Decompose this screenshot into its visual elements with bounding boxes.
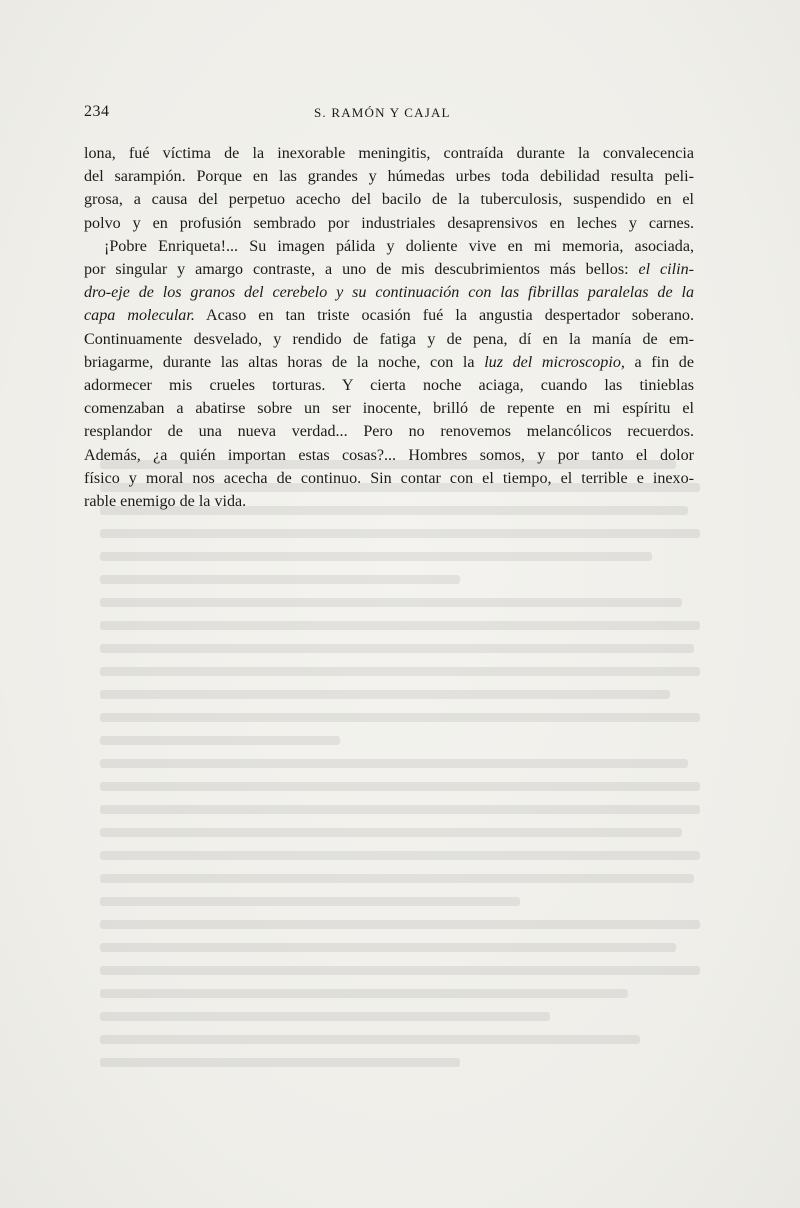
page-number: 234 [84, 103, 110, 120]
italic-segment: dro-eje de los granos del cerebelo y su continuación con las fibrillas paralelas de la [84, 284, 694, 302]
text-line: resplandor de una nueva verdad... Pero no renovemos melancólicos recuerdos. [84, 423, 694, 441]
text-line: lona, fué víctima de la inexorable meningitis, contraída durante la convalecencia [84, 145, 694, 162]
text-line: polvo y en profusión sembrado por industriales desaprensivos en leches y carnes. [84, 214, 694, 232]
text-segment: por singular y amargo contraste, a uno de mis descubrimientos más bellos: [84, 261, 639, 279]
text-line [84, 281, 694, 304]
bleed-through-texture [100, 460, 700, 1140]
text-line: rable enemigo de la vida. [84, 493, 247, 511]
text-segment: briagarme, durante las altas horas de la noche, con la [84, 353, 485, 371]
text-line: del sarampión. Porque en las grandes y húmedas urbes toda debilidad resulta peli- [84, 168, 694, 186]
text-line: físico y moral nos acecha de continuo. Sin contar con el tiempo, el terrible e inexo- [84, 469, 694, 487]
text-line: ¡Pobre Enriqueta!... Su imagen pálida y doliente vive en mi memoria, asociada, [104, 237, 694, 255]
text-segment: a fin de [624, 353, 694, 371]
text-line: comenzaban a abatirse sobre un ser inocente, brilló de repente en mi espíritu el [84, 400, 694, 418]
text-line [84, 304, 694, 327]
body-text [84, 142, 694, 513]
text-segment: Acaso en tan triste ocasión fué la angustia despertador soberano. [194, 307, 694, 325]
text-line: grosa, a causa del perpetuo acecho del bacilo de la tuberculosis, suspendido en el [84, 191, 694, 209]
italic-segment: el cilin- [638, 261, 694, 279]
italic-segment: luz del microscopio, [484, 353, 625, 371]
text-line [84, 351, 694, 374]
running-head [84, 103, 690, 123]
text-line: adormecer mis crueles torturas. Y cierta noche aciaga, cuando las tinieblas [84, 377, 694, 395]
text-line: Continuamente desvelado, y rendido de fatiga y de pena, dí en la manía de em- [84, 330, 694, 348]
text-line [84, 258, 694, 281]
text-line: Además, ¿a quién importan estas cosas?... Hombres somos, y por tanto el dolor [84, 446, 694, 464]
italic-segment: capa molecular. [84, 307, 195, 325]
running-head-title: S. RAMÓN Y CAJAL [314, 105, 451, 120]
